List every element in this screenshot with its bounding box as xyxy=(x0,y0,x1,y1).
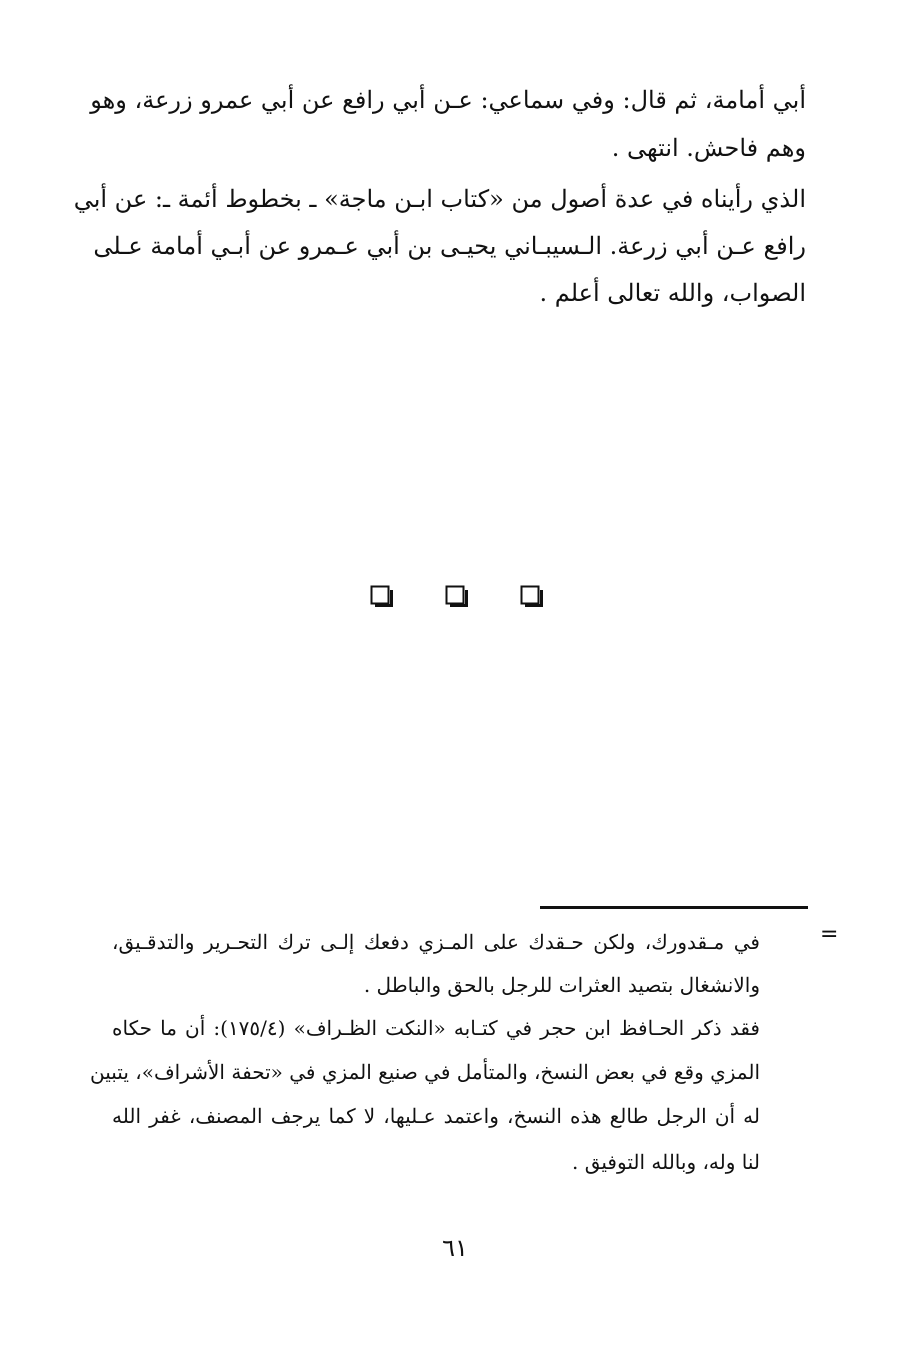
footnote-line-4: المزي وقع في بعض النسخ، والمتأمل في صنيع المزي في «تحفة الأشراف»، يتبين xyxy=(90,1060,760,1084)
square-ornament-icon xyxy=(520,585,544,609)
square-ornament-icon xyxy=(370,585,394,609)
footnote-rule xyxy=(540,906,808,909)
body-line-2: وهم فاحش. انتهى . xyxy=(611,134,806,162)
body-line-5: الصواب، والله تعالى أعلم . xyxy=(539,279,806,307)
body-line-4: رافع عـن أبي زرعة. الـسيبـاني يحيـى بن أبي عـمرو عن أبـي أمامة عـلى xyxy=(93,232,806,260)
footnote-line-1: في مـقدورك، ولكن حـقدك على المـزي دفعك إلـى ترك التحـرير والتدقـيق، xyxy=(112,930,760,954)
square-ornament-icon xyxy=(445,585,469,609)
page-number: ٦١ xyxy=(442,1234,468,1262)
footnote-marker: = xyxy=(820,922,839,947)
footnote-line-2: والانشغال بتصيد العثرات للرجل بالحق والباطل . xyxy=(363,973,760,997)
section-separator xyxy=(368,585,550,615)
body-line-1: أبي أمامة، ثم قال: وفي سماعي: عـن أبي رافع عن أبي عمرو زرعة، وهو xyxy=(90,86,806,114)
footnote-line-5: له أن الرجل طالع هذه النسخ، واعتمد عـليها، لا كما يرجف المصنف، غفر الله xyxy=(112,1104,760,1128)
footnote-line-3: فقد ذكر الحـافظ ابن حجر في كتـابه «النكت الظـراف» (١٧٥/٤): أن ما حكاه xyxy=(112,1016,760,1040)
footnote-line-6: لنا وله، وبالله التوفيق . xyxy=(572,1150,760,1174)
body-line-3: الذي رأيناه في عدة أصول من «كتاب ابـن ماجة» ـ بخطوط أئمة ـ: عن أبي xyxy=(73,185,806,213)
